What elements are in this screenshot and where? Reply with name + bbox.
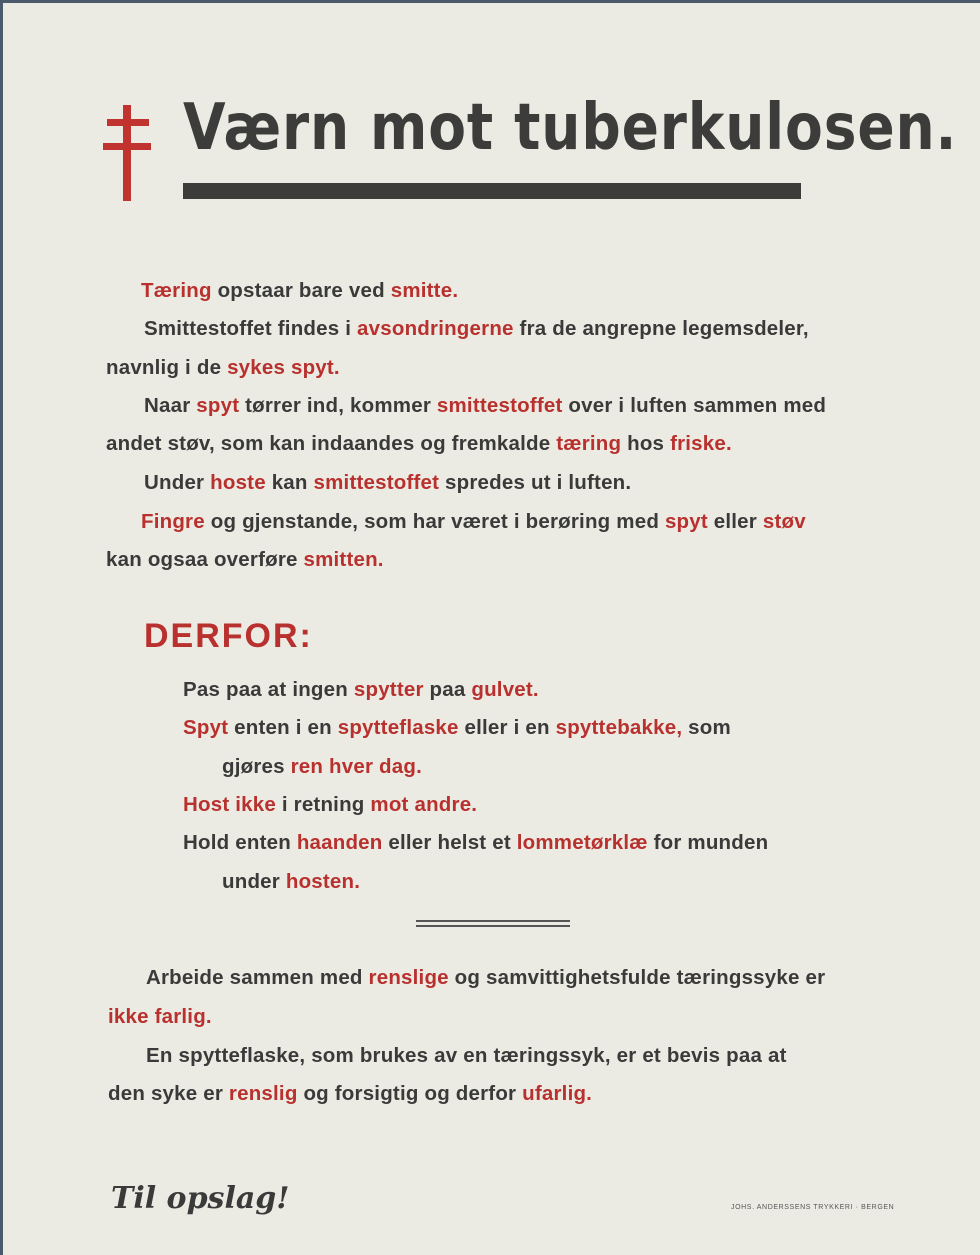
closing-line — [108, 1005, 212, 1029]
highlight-word: mot andre. — [370, 793, 478, 816]
text-segment: eller helst et — [382, 831, 517, 854]
highlight-word: Host ikke — [183, 793, 276, 816]
highlight-word: smitte. — [390, 279, 459, 302]
rule-line — [183, 831, 768, 855]
highlight-word: spytter — [353, 678, 424, 701]
section-divider — [416, 920, 570, 927]
highlight-word: avsondringerne — [357, 317, 514, 340]
highlight-word: sykes spyt. — [227, 356, 340, 379]
text-segment: hos — [621, 432, 671, 455]
text-segment: Under — [144, 471, 211, 494]
text-segment: En spytteflaske, som brukes av en tæringssyk, er et bevis paa at — [146, 1044, 787, 1067]
highlight-word: haanden — [296, 831, 383, 854]
footer-til-opslag: Til opslag! — [111, 1181, 290, 1216]
highlight-word: smittestoffet — [436, 394, 563, 417]
intro-line — [106, 432, 732, 456]
highlight-word: hosten. — [285, 870, 361, 893]
intro-line — [144, 317, 809, 341]
text-segment: og samvittighetsfulde tæringssyke er — [448, 966, 826, 989]
text-segment: enten i en — [228, 716, 338, 739]
rule-line — [222, 870, 360, 894]
text-segment: kan — [265, 471, 314, 494]
rule-line — [183, 678, 539, 702]
lorraine-cross-icon — [103, 105, 153, 201]
highlight-word: spyt — [196, 394, 240, 417]
highlight-word: renslig — [228, 1082, 298, 1105]
text-segment: tørrer ind, kommer — [239, 394, 437, 417]
text-segment: som — [682, 716, 731, 739]
highlight-word: ikke farlig. — [108, 1005, 212, 1028]
text-segment: Hold enten — [183, 831, 297, 854]
highlight-word: tæring — [556, 432, 622, 455]
text-segment: fra de angrepne legemsdeler, — [513, 317, 809, 340]
rule-line — [222, 755, 422, 779]
closing-line — [108, 1082, 592, 1106]
highlight-word: smitten. — [303, 548, 384, 571]
closing-line — [146, 966, 825, 990]
highlight-word: ufarlig. — [522, 1082, 593, 1105]
rule-line — [183, 716, 731, 740]
intro-line — [106, 548, 384, 572]
text-segment: den syke er — [108, 1082, 229, 1105]
intro-line — [106, 356, 340, 380]
highlight-word: spyttebakke, — [555, 716, 683, 739]
intro-line — [141, 510, 806, 534]
text-segment: opstaar bare ved — [211, 279, 391, 302]
highlight-word: gulvet. — [471, 678, 539, 701]
text-segment: over i luften sammen med — [562, 394, 827, 417]
text-segment: Arbeide sammen med — [146, 966, 369, 989]
text-segment: for munden — [647, 831, 769, 854]
highlight-word: Tæring — [141, 279, 212, 302]
text-segment: Pas paa at ingen — [183, 678, 354, 701]
highlight-word: ren hver dag. — [290, 755, 422, 778]
page-title: Værn mot tuberkulosen. — [183, 91, 958, 165]
highlight-word: Spyt — [183, 716, 229, 739]
text-segment: paa — [423, 678, 472, 701]
highlight-word: spytteflaske — [337, 716, 459, 739]
highlight-word: Fingre — [141, 510, 205, 533]
intro-line — [141, 279, 458, 303]
derfor-heading: DERFOR: — [144, 617, 313, 655]
intro-line — [144, 394, 826, 418]
highlight-word: hoste — [210, 471, 266, 494]
highlight-word: støv — [762, 510, 806, 533]
rule-line — [183, 793, 477, 817]
text-segment: gjøres — [222, 755, 291, 778]
intro-line — [144, 471, 631, 495]
text-segment: eller i en — [458, 716, 556, 739]
closing-line — [146, 1044, 787, 1068]
title-underline — [183, 183, 801, 199]
text-segment: andet støv, som kan indaandes og fremkalde — [106, 432, 557, 455]
highlight-word: lommetørklæ — [516, 831, 648, 854]
text-segment: Naar — [144, 394, 197, 417]
poster — [3, 3, 980, 1255]
text-segment: under — [222, 870, 286, 893]
text-segment: navnlig i de — [106, 356, 228, 379]
text-segment: i retning — [275, 793, 371, 816]
text-segment: og gjenstande, som har været i berøring med — [204, 510, 665, 533]
text-segment: og forsigtig og derfor — [297, 1082, 523, 1105]
highlight-word: renslige — [368, 966, 449, 989]
highlight-word: spyt — [664, 510, 708, 533]
text-segment: eller — [707, 510, 763, 533]
printer-imprint: JOHS. ANDERSSENS TRYKKERI · BERGEN — [731, 1204, 895, 1211]
text-segment: kan ogsaa overføre — [106, 548, 304, 571]
highlight-word: smittestoffet — [313, 471, 440, 494]
highlight-word: friske. — [670, 432, 732, 455]
text-segment: spredes ut i luften. — [439, 471, 632, 494]
header — [103, 91, 958, 211]
text-segment: Smittestoffet findes i — [144, 317, 358, 340]
